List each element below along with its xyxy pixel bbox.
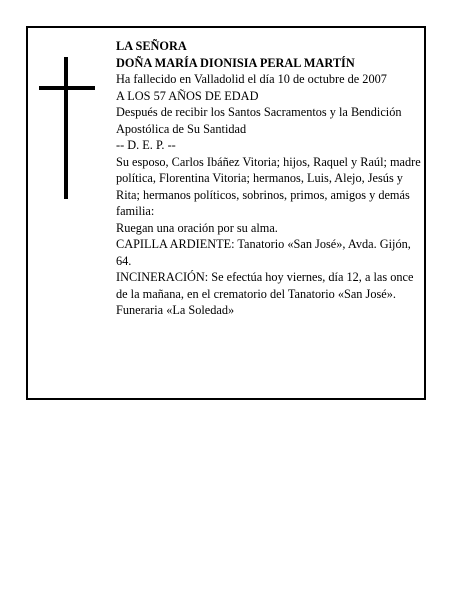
cross-horizontal-bar: [39, 86, 95, 90]
sacraments-line: Después de recibir los Santos Sacramentos y la Bendición Apostólica de Su Santidad: [116, 105, 402, 136]
obituary-notice: [26, 26, 426, 400]
rip-line: -- D. E. P. --: [116, 138, 176, 152]
funeral-home: Funeraria «La Soledad»: [116, 303, 235, 317]
prayer-line: Ruegan una oración por su alma.: [116, 220, 278, 235]
deceased-name: DOÑA MARÍA DIONISIA PERAL MARTÍN: [116, 55, 355, 70]
age-line: A LOS 57 AÑOS DE EDAD: [116, 88, 259, 103]
notice-title: LA SEÑORA: [116, 39, 187, 53]
cross-vertical-bar: [64, 57, 68, 199]
chapel-line: CAPILLA ARDIENTE: Tanatorio «San José», Avda. Gijón, 64.: [116, 237, 411, 268]
cremation-line: INCINERACIÓN: Se efectúa hoy viernes, día 12, a las once de la mañana, en el crematorio del Tanatorio «San José».: [116, 270, 414, 301]
notice-text: [116, 38, 422, 319]
family-line: Su esposo, Carlos Ibáñez Vitoria; hijos, Raquel y Raúl; madre política, Florentina Vitoria; hermanos, Luis, Alejo, Jesús y Rita; hermanos políticos, sobrinos, primos, amigos y demás familia:: [116, 154, 421, 218]
death-line: Ha fallecido en Valladolid el día 10 de octubre de 2007: [116, 72, 387, 86]
